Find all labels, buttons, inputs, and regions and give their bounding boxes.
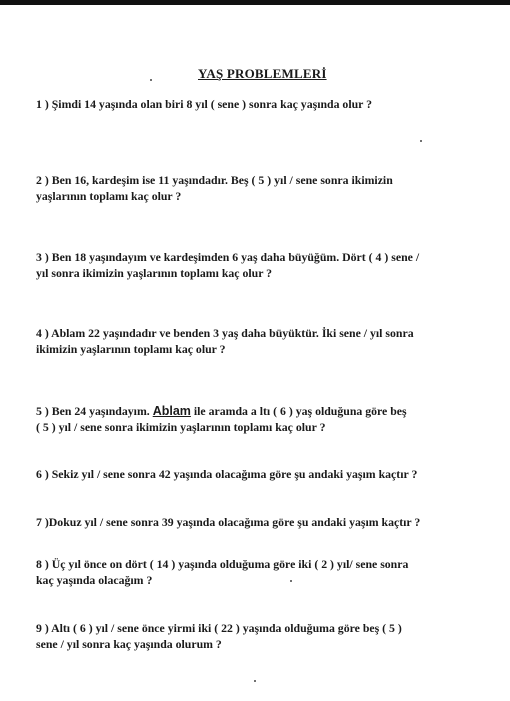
question-7: [36, 514, 481, 530]
question-6: [36, 466, 481, 482]
question-3-line-1: 3 ) Ben 18 yaşındayım ve kardeşimden 6 yaş daha büyüğüm. Dört ( 4 ) sene /: [36, 250, 420, 264]
question-1-line-1: 1 ) Şimdi 14 yaşında olan biri 8 yıl ( sene ) sonra kaç yaşında olur ?: [36, 97, 373, 111]
question-5-line-2: ( 5 ) yıl / sene sonra ikimizin yaşlarının toplamı kaç olur ?: [36, 420, 326, 434]
question-7-line-1: 7 )Dokuz yıl / sene sonra 39 yaşında olacağıma göre şu andaki yaşım kaçtır ?: [36, 515, 421, 529]
page-title: YAŞ PROBLEMLERİ: [198, 66, 327, 81]
question-8-line-1: 8 ) Üç yıl önce on dört ( 14 ) yaşında olduğuma göre iki ( 2 ) yıl/ sene sonra: [36, 557, 409, 571]
scan-speck: [290, 580, 292, 582]
question-5-line-1: [36, 403, 481, 419]
scan-top-edge: [0, 0, 510, 5]
question-4-line-1: 4 ) Ablam 22 yaşındadır ve benden 3 yaş daha büyüktür. İki sene / yıl sonra: [36, 326, 414, 340]
question-5-text-after: ile aramda a ltı ( 6 ) yaş olduğuna göre beş: [193, 404, 407, 418]
question-2: [36, 172, 481, 204]
question-9-line-1: 9 ) Altı ( 6 ) yıl / sene önce yirmi iki ( 22 ) yaşında olduğuma göre beş ( 5 ): [36, 621, 402, 635]
scan-speck: [150, 79, 152, 81]
question-3: [36, 249, 481, 281]
question-5-text-before: 5 ) Ben 24 yaşındayım.: [36, 404, 150, 418]
question-9-line-2: sene / yıl sonra kaç yaşında olurum ?: [36, 637, 222, 651]
question-2-line-1: 2 ) Ben 16, kardeşim ise 11 yaşındadır. Beş ( 5 ) yıl / sene sonra ikimizin: [36, 173, 393, 187]
question-8-line-2: kaç yaşında olacağım ?: [36, 573, 153, 587]
question-2-line-2: yaşlarının toplamı kaç olur ?: [36, 189, 182, 203]
question-5: [36, 403, 481, 435]
scan-speck: [420, 140, 422, 142]
question-4: [36, 325, 481, 357]
question-9: [36, 620, 481, 652]
question-4-line-2: ikimizin yaşlarının toplamı kaç olur ?: [36, 342, 226, 356]
question-8: [36, 556, 481, 588]
ablam-word: Ablam: [152, 404, 191, 418]
scan-speck: [254, 680, 256, 682]
question-3-line-2: yıl sonra ikimizin yaşlarının toplamı kaç olur ?: [36, 266, 273, 280]
question-6-line-1: 6 ) Sekiz yıl / sene sonra 42 yaşında olacağıma göre şu andaki yaşım kaçtır ?: [36, 467, 418, 481]
question-1: [36, 96, 481, 112]
